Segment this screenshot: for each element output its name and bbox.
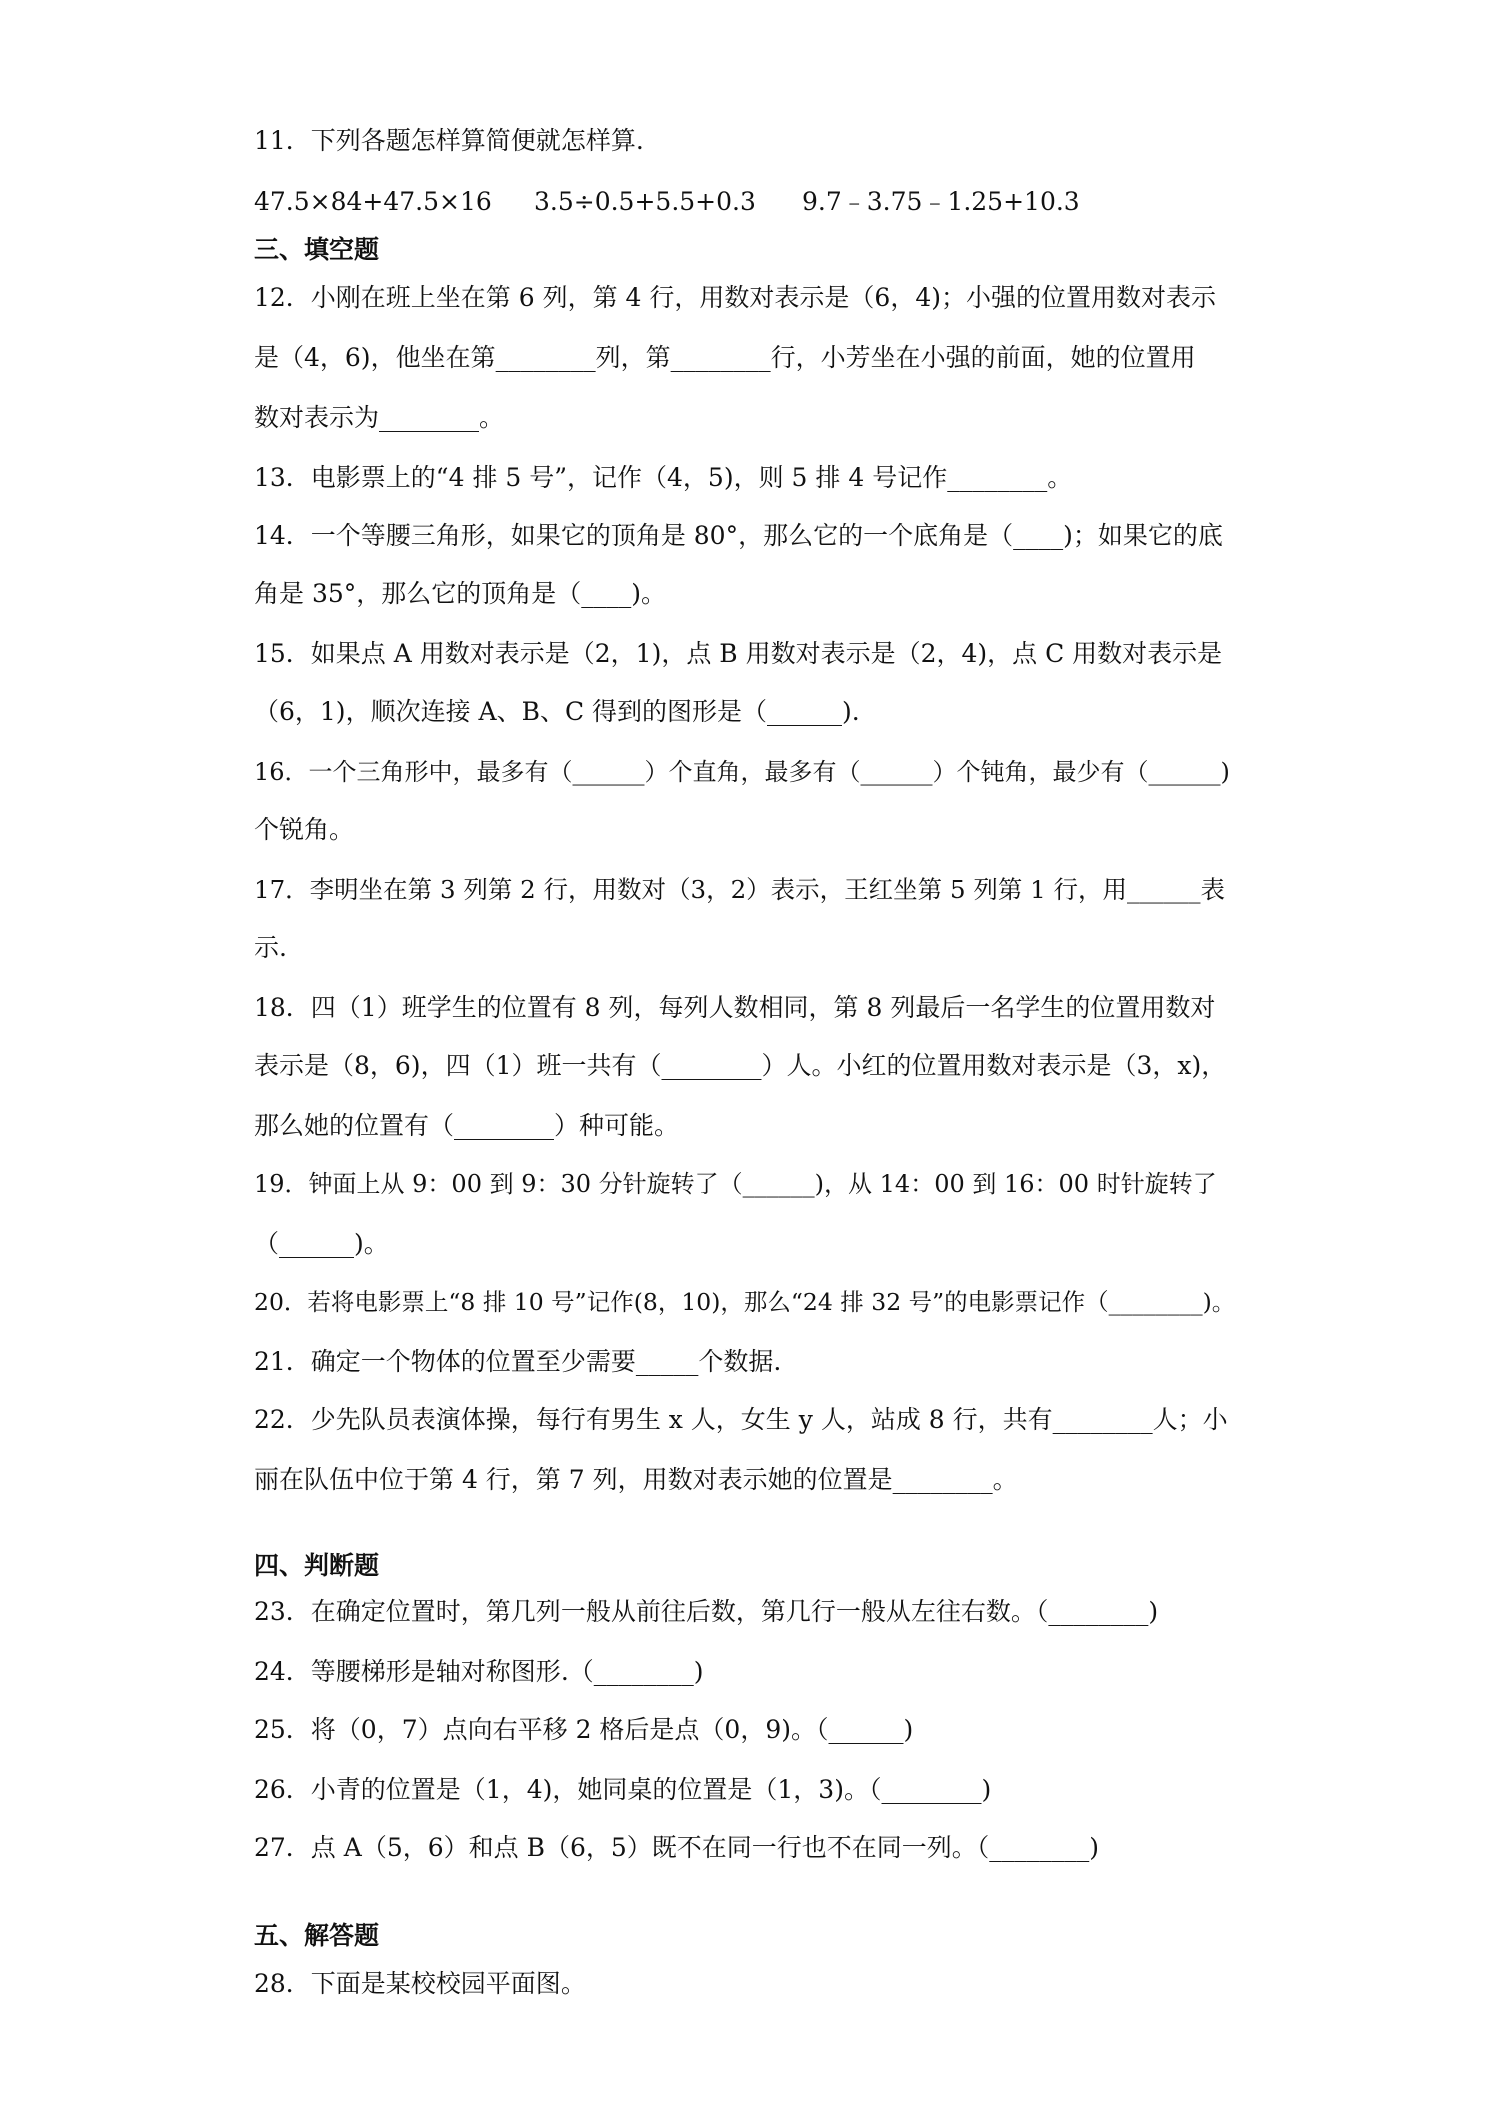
question-13: 13．电影票上的“4 排 5 号”，记作（4，5)，则 5 排 4 号记作________。 [254, 463, 1073, 492]
question-17-line-2: 示. [254, 933, 287, 962]
question-16-line-2: 个锐角。 [254, 815, 355, 844]
question-11-expression-1: 47.5×84+47.5×16 [254, 187, 492, 216]
section-5-heading: 五、解答题 [254, 1921, 380, 1950]
question-23: 23．在确定位置时，第几列一般从前往后数，第几行一般从左往右数。（________) [254, 1597, 1159, 1626]
question-12-line-2: 是（4，6)，他坐在第________列，第________行，小芳坐在小强的前面，她的位置用 [254, 343, 1196, 372]
question-22-line-1: 22．少先队员表演体操，每行有男生 x 人，女生 y 人，站成 8 行，共有________人；小 [254, 1405, 1228, 1434]
question-11-expression-3: 9.7﹣3.75﹣1.25+10.3 [802, 187, 1080, 216]
question-14-line-1: 14．一个等腰三角形，如果它的顶角是 80°，那么它的一个底角是（____)；如果它的底 [254, 521, 1223, 550]
question-15-line-1: 15．如果点 A 用数对表示是（2，1)，点 B 用数对表示是（2，4)，点 C 用数对表示是 [254, 639, 1223, 668]
question-21: 21．确定一个物体的位置至少需要_____个数据. [254, 1347, 782, 1376]
question-11-expression-2: 3.5÷0.5+5.5+0.3 [534, 187, 756, 216]
question-17-line-1: 17．李明坐在第 3 列第 2 行，用数对（3，2）表示，王红坐第 5 列第 1 行，用______表 [254, 875, 1226, 904]
question-26: 26．小青的位置是（1，4)，她同桌的位置是（1，3)。（________) [254, 1775, 992, 1804]
question-25: 25．将（0，7）点向右平移 2 格后是点（0，9)。（______) [254, 1715, 914, 1744]
question-22-line-2: 丽在队伍中位于第 4 行，第 7 列，用数对表示她的位置是________。 [254, 1465, 1018, 1494]
question-19-line-1: 19．钟面上从 9：00 到 9：30 分针旋转了（______)，从 14：00 到 16：00 时针旋转了 [254, 1170, 1217, 1198]
question-24: 24．等腰梯形是轴对称图形.（________) [254, 1657, 704, 1686]
question-16-line-1: 16．一个三角形中，最多有（______）个直角，最多有（______）个钝角，最少有（______) [254, 758, 1230, 786]
question-11-text: 11．下列各题怎样算简便就怎样算. [254, 126, 644, 155]
question-12-line-3: 数对表示为________。 [254, 403, 505, 432]
question-12-line-1: 12．小刚在班上坐在第 6 列，第 4 行，用数对表示是（6，4)；小强的位置用数对表示 [254, 283, 1216, 312]
question-18-line-2: 表示是（8，6)，四（1）班一共有（________）人。小红的位置用数对表示是（3，x)， [254, 1051, 1227, 1080]
question-27: 27．点 A（5，6）和点 B（6，5）既不在同一行也不在同一列。（________) [254, 1833, 1100, 1862]
question-28: 28．下面是某校校园平面图。 [254, 1969, 586, 1998]
question-19-line-2: （______)。 [254, 1229, 389, 1258]
question-15-line-2: （6，1)，顺次连接 A、B、C 得到的图形是（______). [254, 697, 860, 726]
section-3-heading: 三、填空题 [254, 235, 380, 264]
question-18-line-1: 18．四（1）班学生的位置有 8 列，每列人数相同，第 8 列最后一名学生的位置用数对 [254, 993, 1216, 1022]
question-14-line-2: 角是 35°，那么它的顶角是（____)。 [254, 579, 667, 608]
question-20: 20．若将电影票上“8 排 10 号”记作(8，10)，那么“24 排 32 号”的电影票记作（________)。 [254, 1288, 1236, 1316]
section-4-heading: 四、判断题 [254, 1551, 380, 1580]
question-18-line-3: 那么她的位置有（________）种可能。 [254, 1111, 680, 1140]
